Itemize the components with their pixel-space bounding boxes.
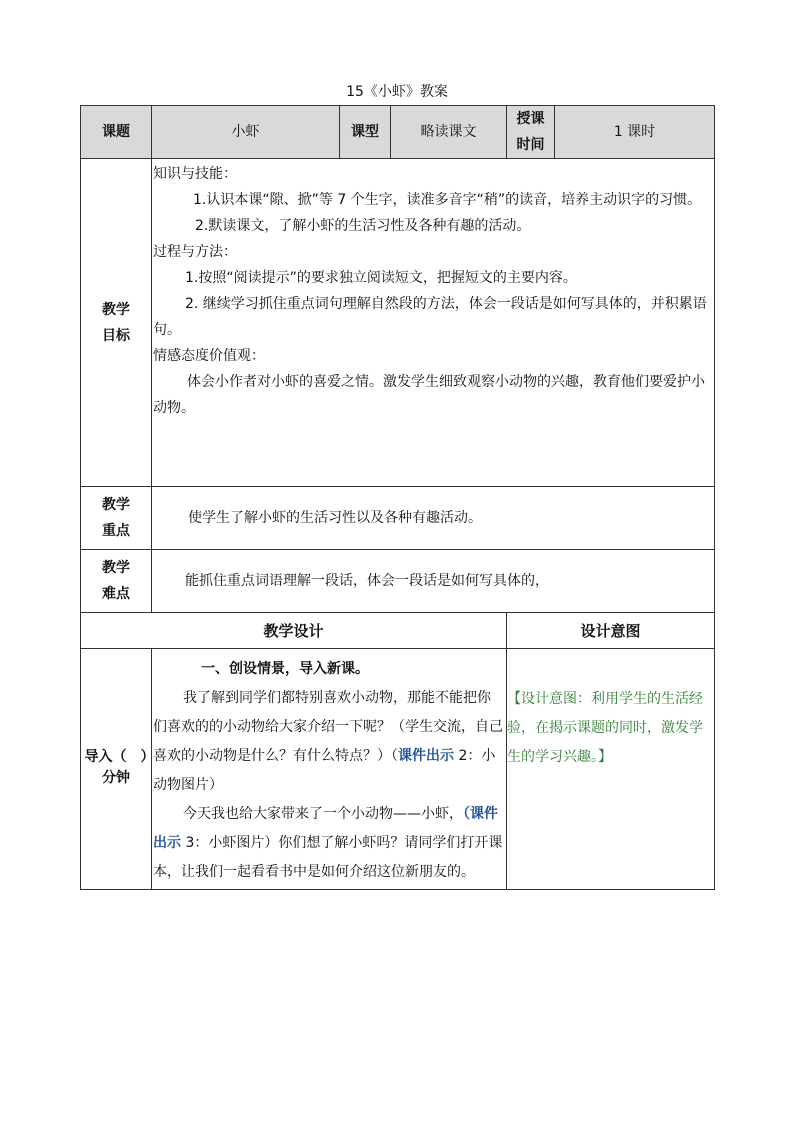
courseware-label-3: （课件出示 — [153, 806, 498, 851]
objectives-content — [152, 159, 715, 487]
objectives-section-attitude: 情感态度价值观： — [153, 348, 265, 364]
courseware-label-2: 课件出示 — [398, 748, 454, 764]
design-header: 教学设计 — [81, 613, 507, 649]
time-value: 1 课时 — [555, 106, 715, 159]
intro-heading: 一、创设情景，导入新课。 — [201, 661, 369, 677]
objective-item-5: 体会小作者对小虾的喜爱之情。激发学生细致观察小动物的兴趣，教育他们要爱护小动物。 — [153, 374, 705, 416]
header-row — [81, 106, 715, 159]
objectives-row — [81, 159, 715, 487]
intro-label: 导入（ ）分钟 — [81, 649, 152, 890]
objective-item-3: 1.按照“阅读提示”的要求独立阅读短文，把握短文的主要内容。 — [185, 270, 577, 286]
objective-item-2: 2.默读课文，了解小虾的生活习性及各种有趣的活动。 — [195, 218, 531, 234]
lesson-plan-table — [80, 105, 715, 890]
objective-item-4: 2. 继续学习抓住重点词句理解自然段的方法，体会一段话是如何写具体的，并积累语句。 — [153, 296, 707, 338]
type-value: 略读课文 — [391, 106, 507, 159]
difficulties-text: 能抓住重点词语理解一段话，体会一段话是如何写具体的， — [152, 550, 715, 613]
key-points-label: 教学重点 — [81, 487, 152, 550]
design-header-row — [81, 613, 715, 649]
key-points-row — [81, 487, 715, 550]
objectives-section-process: 过程与方法： — [153, 244, 237, 260]
time-label: 授课时间 — [507, 106, 555, 159]
type-label: 课型 — [340, 106, 391, 159]
difficulties-row — [81, 550, 715, 613]
intro-paragraph-2: 今天我也给大家带来了一个小动物——小虾，（课件出示 3：小虾图片）你们想了解小虾吗？请同学们打开课本，让我们一起看看书中是如何介绍这位新朋友的。 — [153, 806, 503, 880]
objectives-label: 教学目标 — [81, 159, 152, 487]
document-title: 15《小虾》教案 — [346, 84, 448, 100]
objective-item-1: 1.认识本课“隙、掀”等 7 个生字，读准多音字“稍”的读音，培养主动识字的习惯。 — [193, 192, 702, 208]
course-value: 小虾 — [152, 106, 340, 159]
intro-paragraph-1: 我了解到同学们都特别喜欢小动物，那能不能把你们喜欢的的小动物给大家介绍一下呢？（学生交流，自己喜欢的小动物是什么？有什么特点？）（课件出示 2：小动物图片） — [153, 690, 503, 793]
objectives-section-knowledge: 知识与技能： — [153, 166, 237, 182]
key-points-text: 使学生了解小虾的生活习性以及各种有趣活动。 — [152, 487, 715, 550]
intent-header: 设计意图 — [507, 613, 715, 649]
course-label: 课题 — [81, 106, 152, 159]
intro-design-intent: 【设计意图：利用学生的生活经验，在揭示课题的同时，激发学生的学习兴趣。】 — [507, 649, 715, 890]
difficulties-label: 教学难点 — [81, 550, 152, 613]
intro-content — [152, 649, 507, 890]
intro-row — [81, 649, 715, 890]
